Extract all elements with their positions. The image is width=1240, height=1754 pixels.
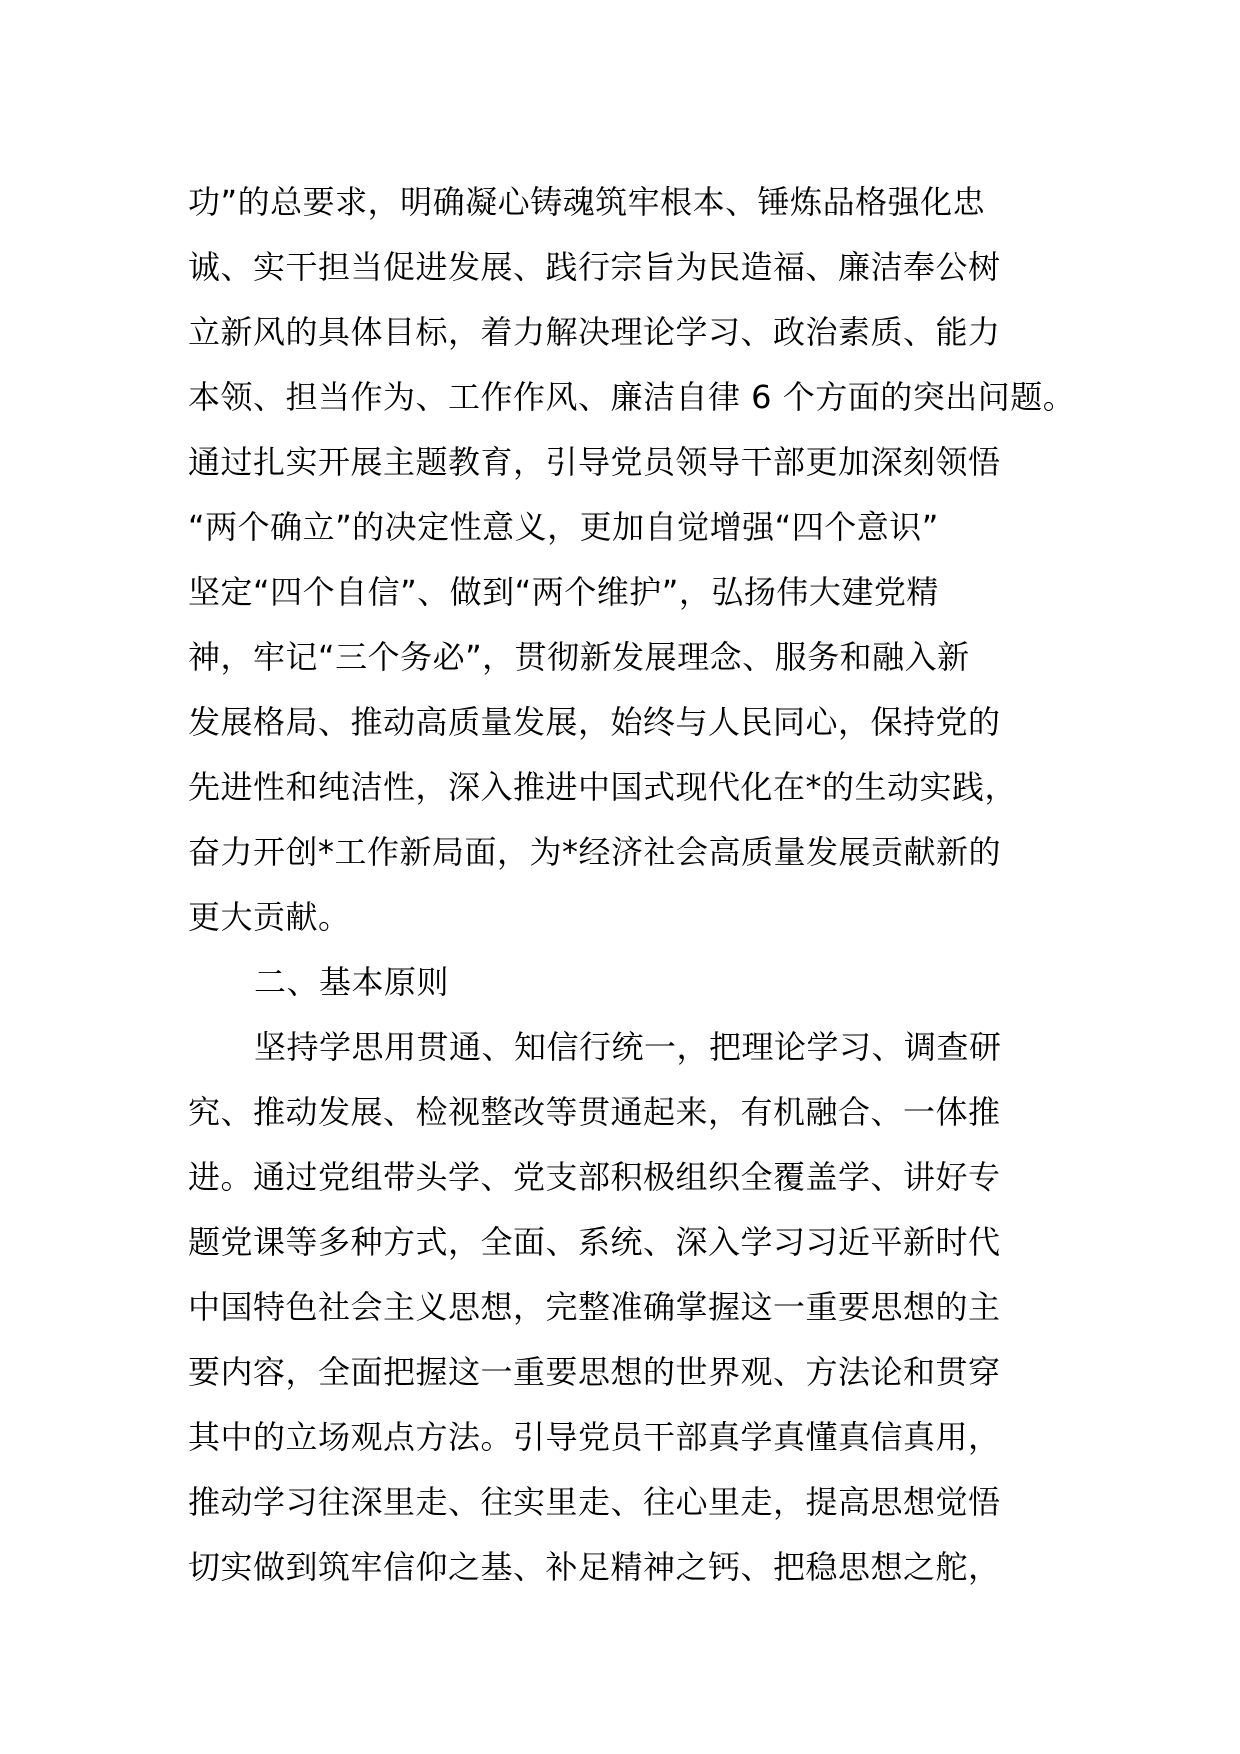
text-line: 立新风的具体目标，着力解决理论学习、政治素质、能力 (188, 313, 1001, 351)
text-line: 本领、担当作为、工作作风、廉洁自律 6 个方面的突出问题。 (188, 378, 1076, 416)
paragraph-goals-continued (188, 170, 1076, 950)
text-line: 坚定“四个自信”、做到“两个维护”，弘扬伟大建党精 (188, 573, 939, 611)
text-line: 更大贡献。 (188, 898, 351, 936)
text-line: 神，牢记“三个务必”，贯彻新发展理念、服务和融入新 (188, 638, 970, 676)
paragraph-section-heading (188, 950, 1068, 1015)
text-line: 其中的立场观点方法。引导党员干部真学真懂真信真用， (188, 1418, 1001, 1456)
text-line: 发展格局、推动高质量发展，始终与人民同心，保持党的 (188, 703, 1001, 741)
text-line: “两个确立”的决定性意义，更加自觉增强“四个意识” (188, 508, 939, 546)
text-line: 功”的总要求，明确凝心铸魂筑牢根本、锤炼品格强化忠 (188, 183, 986, 221)
text-line: 奋力开创*工作新局面，为*经济社会高质量发展贡献新的 (188, 833, 1002, 871)
text-line: 要内容，全面把握这一重要思想的世界观、方法论和贯穿 (188, 1353, 1001, 1391)
text-line: 推动学习往深里走、往实里走、往心里走，提高思想觉悟 (188, 1483, 1001, 1521)
text-line: 中国特色社会主义思想，完整准确掌握这一重要思想的主 (188, 1288, 1001, 1326)
text-line: 进。通过党组带头学、党支部积极组织全覆盖学、讲好专 (188, 1158, 1001, 1196)
text-line: 二、基本原则 (254, 963, 450, 1001)
text-line: 通过扎实开展主题教育，引导党员领导干部更加深刻领悟 (188, 443, 1001, 481)
paragraph-principles (188, 1015, 1068, 1600)
text-line: 先进性和纯洁性，深入推进中国式现代化在*的生动实践， (188, 768, 1018, 806)
text-line: 坚持学思用贯通、知信行统一，把理论学习、调查研 (254, 1028, 1002, 1066)
document-body (188, 170, 1076, 1600)
text-line: 题党课等多种方式，全面、系统、深入学习习近平新时代 (188, 1223, 1001, 1261)
text-line: 切实做到筑牢信仰之基、补足精神之钙、把稳思想之舵， (188, 1548, 1001, 1586)
text-line: 诚、实干担当促进发展、践行宗旨为民造福、廉洁奉公树 (188, 248, 1001, 286)
text-line: 究、推动发展、检视整改等贯通起来，有机融合、一体推 (188, 1093, 1001, 1131)
